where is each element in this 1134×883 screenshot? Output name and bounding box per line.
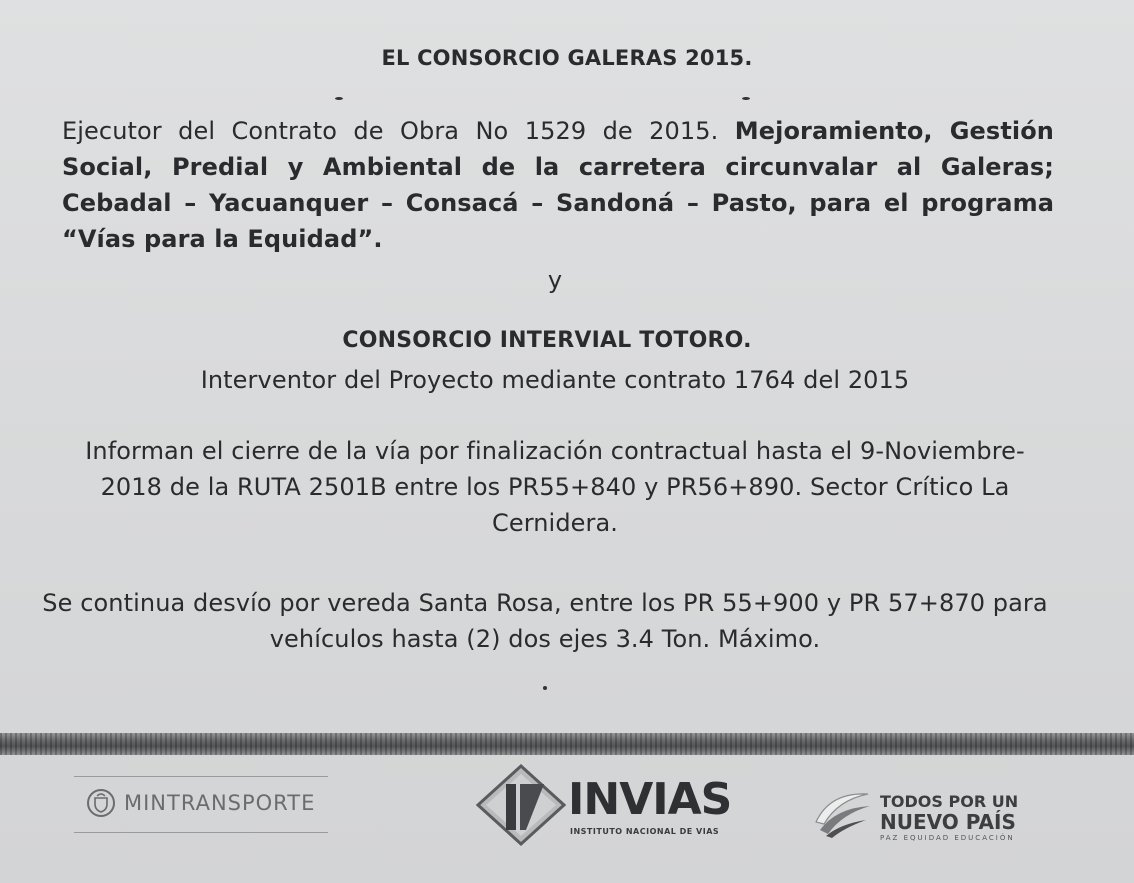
- heading-consorcio-intervial: CONSORCIO INTERVIAL TOTORO.: [342, 328, 752, 353]
- nuevo-pais-subtitle: PAZ EQUIDAD EDUCACIÓN: [880, 834, 1015, 842]
- paragraph-ejecutor: [62, 113, 1054, 257]
- interventor-text: Interventor del Proyecto mediante contrato 1764 del 2015: [200, 366, 910, 394]
- nuevo-pais-line-2: NUEVO PAÍS: [880, 810, 1016, 834]
- footer-divider-band: [0, 733, 1134, 755]
- nuevo-pais-logo: [808, 774, 1038, 844]
- heading-consorcio-galeras: EL CONSORCIO GALERAS 2015.: [381, 46, 753, 70]
- nuevo-pais-swoosh-icon: [808, 774, 878, 844]
- detour-line-1: Se continua desvío por vereda Santa Rosa, entre los PR 55+900 y PR 57+870 para: [42, 589, 1048, 617]
- invias-logo: [476, 764, 732, 846]
- nuevo-pais-line-1: TODOS POR UN: [880, 792, 1019, 811]
- detour-line-2: vehículos hasta (2) dos ejes 3.4 Ton. Máximo.: [269, 625, 821, 653]
- closure-line-3: Cernidera.: [491, 509, 619, 537]
- closure-notice: [0, 433, 1110, 541]
- footer-rule: [74, 832, 328, 833]
- ink-speck: [742, 97, 750, 100]
- paragraph-ejecutor-bold: Mejoramiento, Gestión Social, Predial y Ambiental de la carretera circunvalar al Galeras; Cebadal – Yacuanquer – Consacá – Sandoná – Pasto, para el programa “Vías para la Equidad”.: [62, 117, 1054, 253]
- mintransporte-label: MINTRANSPORTE: [124, 791, 316, 815]
- invias-subtitle: INSTITUTO NACIONAL DE VIAS: [570, 827, 720, 836]
- closure-line-2: 2018 de la RUTA 2501B entre los PR55+840 y PR56+890. Sector Crítico La: [100, 473, 1010, 501]
- ink-speck: [335, 97, 343, 100]
- closure-line-1: Informan el cierre de la vía por finalización contractual hasta el 9-Noviembre-: [85, 437, 1025, 465]
- footer-rule: [74, 776, 328, 777]
- invias-label: INVIAS: [568, 774, 732, 825]
- connector-text: y: [547, 266, 563, 294]
- coat-of-arms-icon: [86, 788, 116, 818]
- mintransporte-logo: [86, 788, 315, 818]
- paragraph-ejecutor-normal: Ejecutor del Contrato de Obra No 1529 de 2015.: [62, 117, 735, 145]
- detour-notice: [0, 585, 1090, 657]
- invias-diamond-icon: [476, 764, 566, 846]
- ink-speck: [543, 686, 547, 690]
